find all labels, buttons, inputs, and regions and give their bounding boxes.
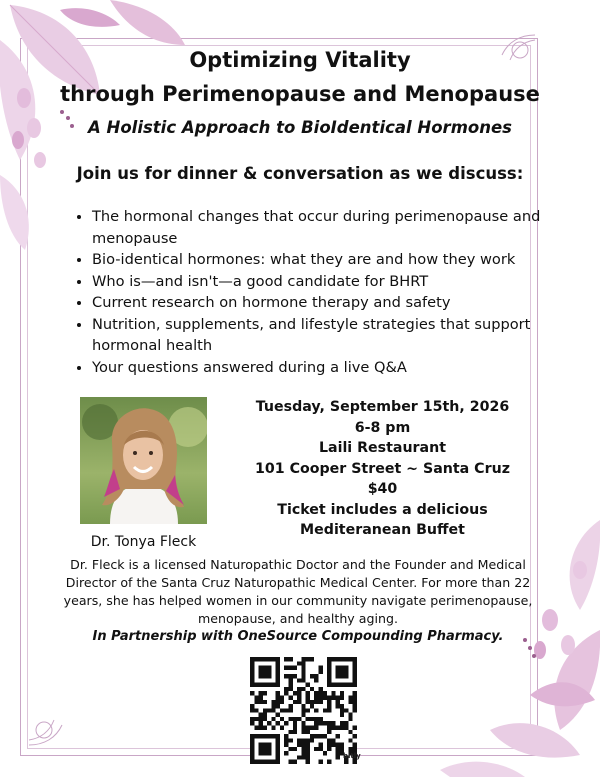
topic-item: • Nutrition, supplements, and lifestyle strategies that support hormonal health (92, 314, 562, 357)
invite-heading: Join us for dinner & conversation as we discuss: (76, 164, 524, 183)
speaker-bio: Dr. Fleck is a licensed Naturopathic Doctor and the Founder and Medical Director of the Santa Cruz Naturopathic Medical Center. For more than 22 years, she has helped women in our community navigate perimenopause, menopause, and healthy aging. (63, 557, 533, 626)
event-address: 101 Cooper Street ~ Santa Cruz (255, 460, 510, 477)
event-date: Tuesday, September 15th, 2026 (255, 399, 510, 415)
event-ticket-line-1: Ticket includes a delicious (277, 501, 488, 518)
event-price: $40 (367, 481, 398, 497)
event-details (255, 397, 510, 541)
leaf-decoration-bottom-left (24, 690, 84, 750)
event-venue: Laili Restaurant (318, 440, 447, 456)
partnership-note: In Partnership with OneSource Compounding Pharmacy. (92, 629, 504, 644)
topic-item: • Bio-identical hormones: what they are and how they work (92, 249, 562, 271)
title-line-1: Optimizing Vitality (189, 48, 411, 72)
qr-brand-label: bitly (343, 752, 361, 760)
event-time: 6-8 pm (354, 419, 411, 436)
topic-item: • Who is—and isn't—a good candidate for BHRT (92, 271, 562, 293)
topic-item: • Current research on hormone therapy and safety (92, 292, 562, 314)
speaker-photo (80, 397, 207, 524)
subtitle: A Holistic Approach to BioIdentical Hormones (88, 118, 512, 137)
topics-list (72, 206, 562, 378)
topic-item: • The hormonal changes that occur during perimenopause and menopause (92, 206, 562, 249)
title-line-2: through Perimenopause and Menopause (60, 82, 540, 106)
qr-code[interactable] (250, 657, 357, 764)
speaker-name: Dr. Tonya Fleck (90, 534, 197, 550)
event-ticket-line-2: Mediteranean Buffet (300, 522, 465, 538)
topic-item: • Your questions answered during a live Q&A (92, 357, 562, 379)
